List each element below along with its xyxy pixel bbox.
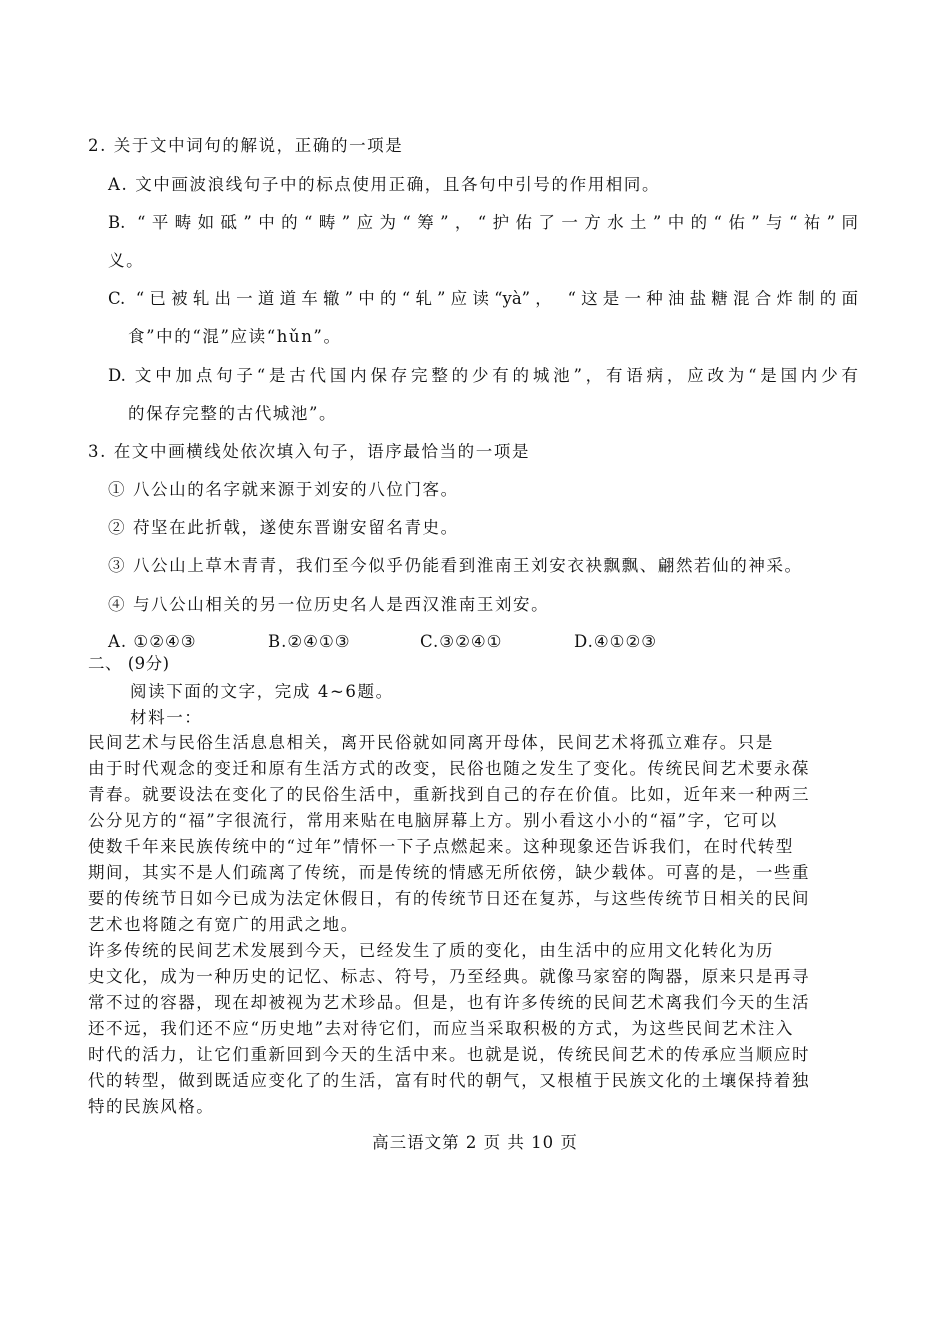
passage-line: 时代的活力，让它们重新回到今天的生活中来。也就是说，传统民间艺术的传承应当顺应时 — [88, 1045, 810, 1064]
passage-paragraph-1 — [88, 730, 860, 938]
passage-line: 使数千年来民族传统中的“过年”情怀一下子点燃起来。这种现象还告诉我们，在时代转型 — [88, 837, 794, 856]
passage-line: 由于时代观念的变迁和原有生活方式的改变，民俗也随之发生了变化。传统民间艺术要永葆 — [88, 759, 810, 778]
q3-sentence-2: ② 苻坚在此折戟，遂使东晋谢安留名青史。 — [108, 518, 459, 537]
passage-line: 期间，其实不是人们疏离了传统，而是传统的情感无所依傍，缺少载体。可喜的是，一些重 — [88, 863, 810, 882]
passage-line: 艺术也将随之有宽广的用武之地。 — [88, 915, 359, 934]
q2-option-a: A. 文中画波浪线句子中的标点使用正确，且各句中引号的作用相同。 — [108, 175, 661, 194]
q3-sentence-3: ③ 八公山上草木青青，我们至今似乎仍能看到淮南王刘安衣袂飘飘、翩然若仙的神采。 — [108, 556, 803, 575]
passage-line: 要的传统节日如今已成为法定休假日，有的传统节日还在复苏，与这些传统节日相关的民间 — [88, 889, 810, 908]
passage-line: 民间艺术与民俗生活息息相关，离开民俗就如同离开母体，民间艺术将孤立难存。只是 — [88, 733, 774, 752]
q3-option-c: C.③②④① — [420, 632, 503, 651]
section-2-instruction: 阅读下面的文字，完成 4~6题。 — [130, 682, 394, 701]
q3-stem: 3. 在文中画横线处依次填入句子，语序最恰当的一项是 — [88, 442, 531, 461]
material-1-label: 材料一： — [130, 708, 203, 727]
passage-line: 常不过的容器，现在却被视为艺术珍品。但是，也有许多传统的民间艺术离我们今天的生活 — [88, 993, 810, 1012]
q3-sentence-1: ① 八公山的名字就来源于刘安的八位门客。 — [108, 480, 459, 499]
passage-line: 公分见方的“福”字很流行，常用来贴在电脑屏幕上方。别小看这小小的“福”字，它可以 — [88, 811, 778, 830]
q3-sentence-4: ④ 与八公山相关的另一位历史名人是西汉淮南王刘安。 — [108, 595, 550, 614]
q2-option-c-line2: 食”中的“混”应读“hǔn”。 — [128, 327, 342, 346]
q3-option-b: B.②④①③ — [268, 632, 351, 651]
q2-stem: 2. 关于文中词句的解说，正确的一项是 — [88, 136, 404, 155]
q2-option-d-line2: 的保存完整的古代城池”。 — [128, 404, 338, 423]
passage-line: 特的民族风格。 — [88, 1097, 215, 1116]
q2-option-b-line1: B. “平畴如砥”中的“畴”应为“筹”，“护佑了一方水土”中的“佑”与“祐”同 — [108, 213, 858, 232]
passage-paragraph-2 — [88, 938, 860, 1120]
q3-option-a: A. ①②④③ — [108, 632, 197, 651]
page-footer: 高三语文第 2 页 共 10 页 — [372, 1133, 578, 1152]
q2-option-b-line2: 义。 — [108, 251, 145, 270]
section-2-heading: 二、 (9分) — [88, 654, 170, 673]
passage-line: 还不远，我们还不应“历史地”去对待它们，而应当采取积极的方式，为这些民间艺术注入 — [88, 1019, 794, 1038]
passage-line: 代的转型，做到既适应变化了的生活，富有时代的朝气，又根植于民族文化的土壤保持着独 — [88, 1071, 810, 1090]
passage-line: 史文化，成为一种历史的记忆、标志、符号，乃至经典。就像马家窑的陶器，原来只是再寻 — [88, 967, 810, 986]
q2-option-c-line1: C. “已被轧出一道道车辙”中的“轧”应读“yà”， “这是一种油盐糖混合炸制的面 — [108, 289, 858, 308]
q3-option-d: D.④①②③ — [574, 632, 658, 651]
passage-line: 许多传统的民间艺术发展到今天，已经发生了质的变化，由生活中的应用文化转化为历 — [88, 941, 774, 960]
passage-line: 青春。就要设法在变化了的民俗生活中，重新找到自己的存在价值。比如，近年来一种两三 — [88, 785, 810, 804]
q2-option-d-line1: D. 文中加点句子“是古代国内保存完整的少有的城池”，有语病，应改为“是国内少有 — [108, 366, 858, 385]
